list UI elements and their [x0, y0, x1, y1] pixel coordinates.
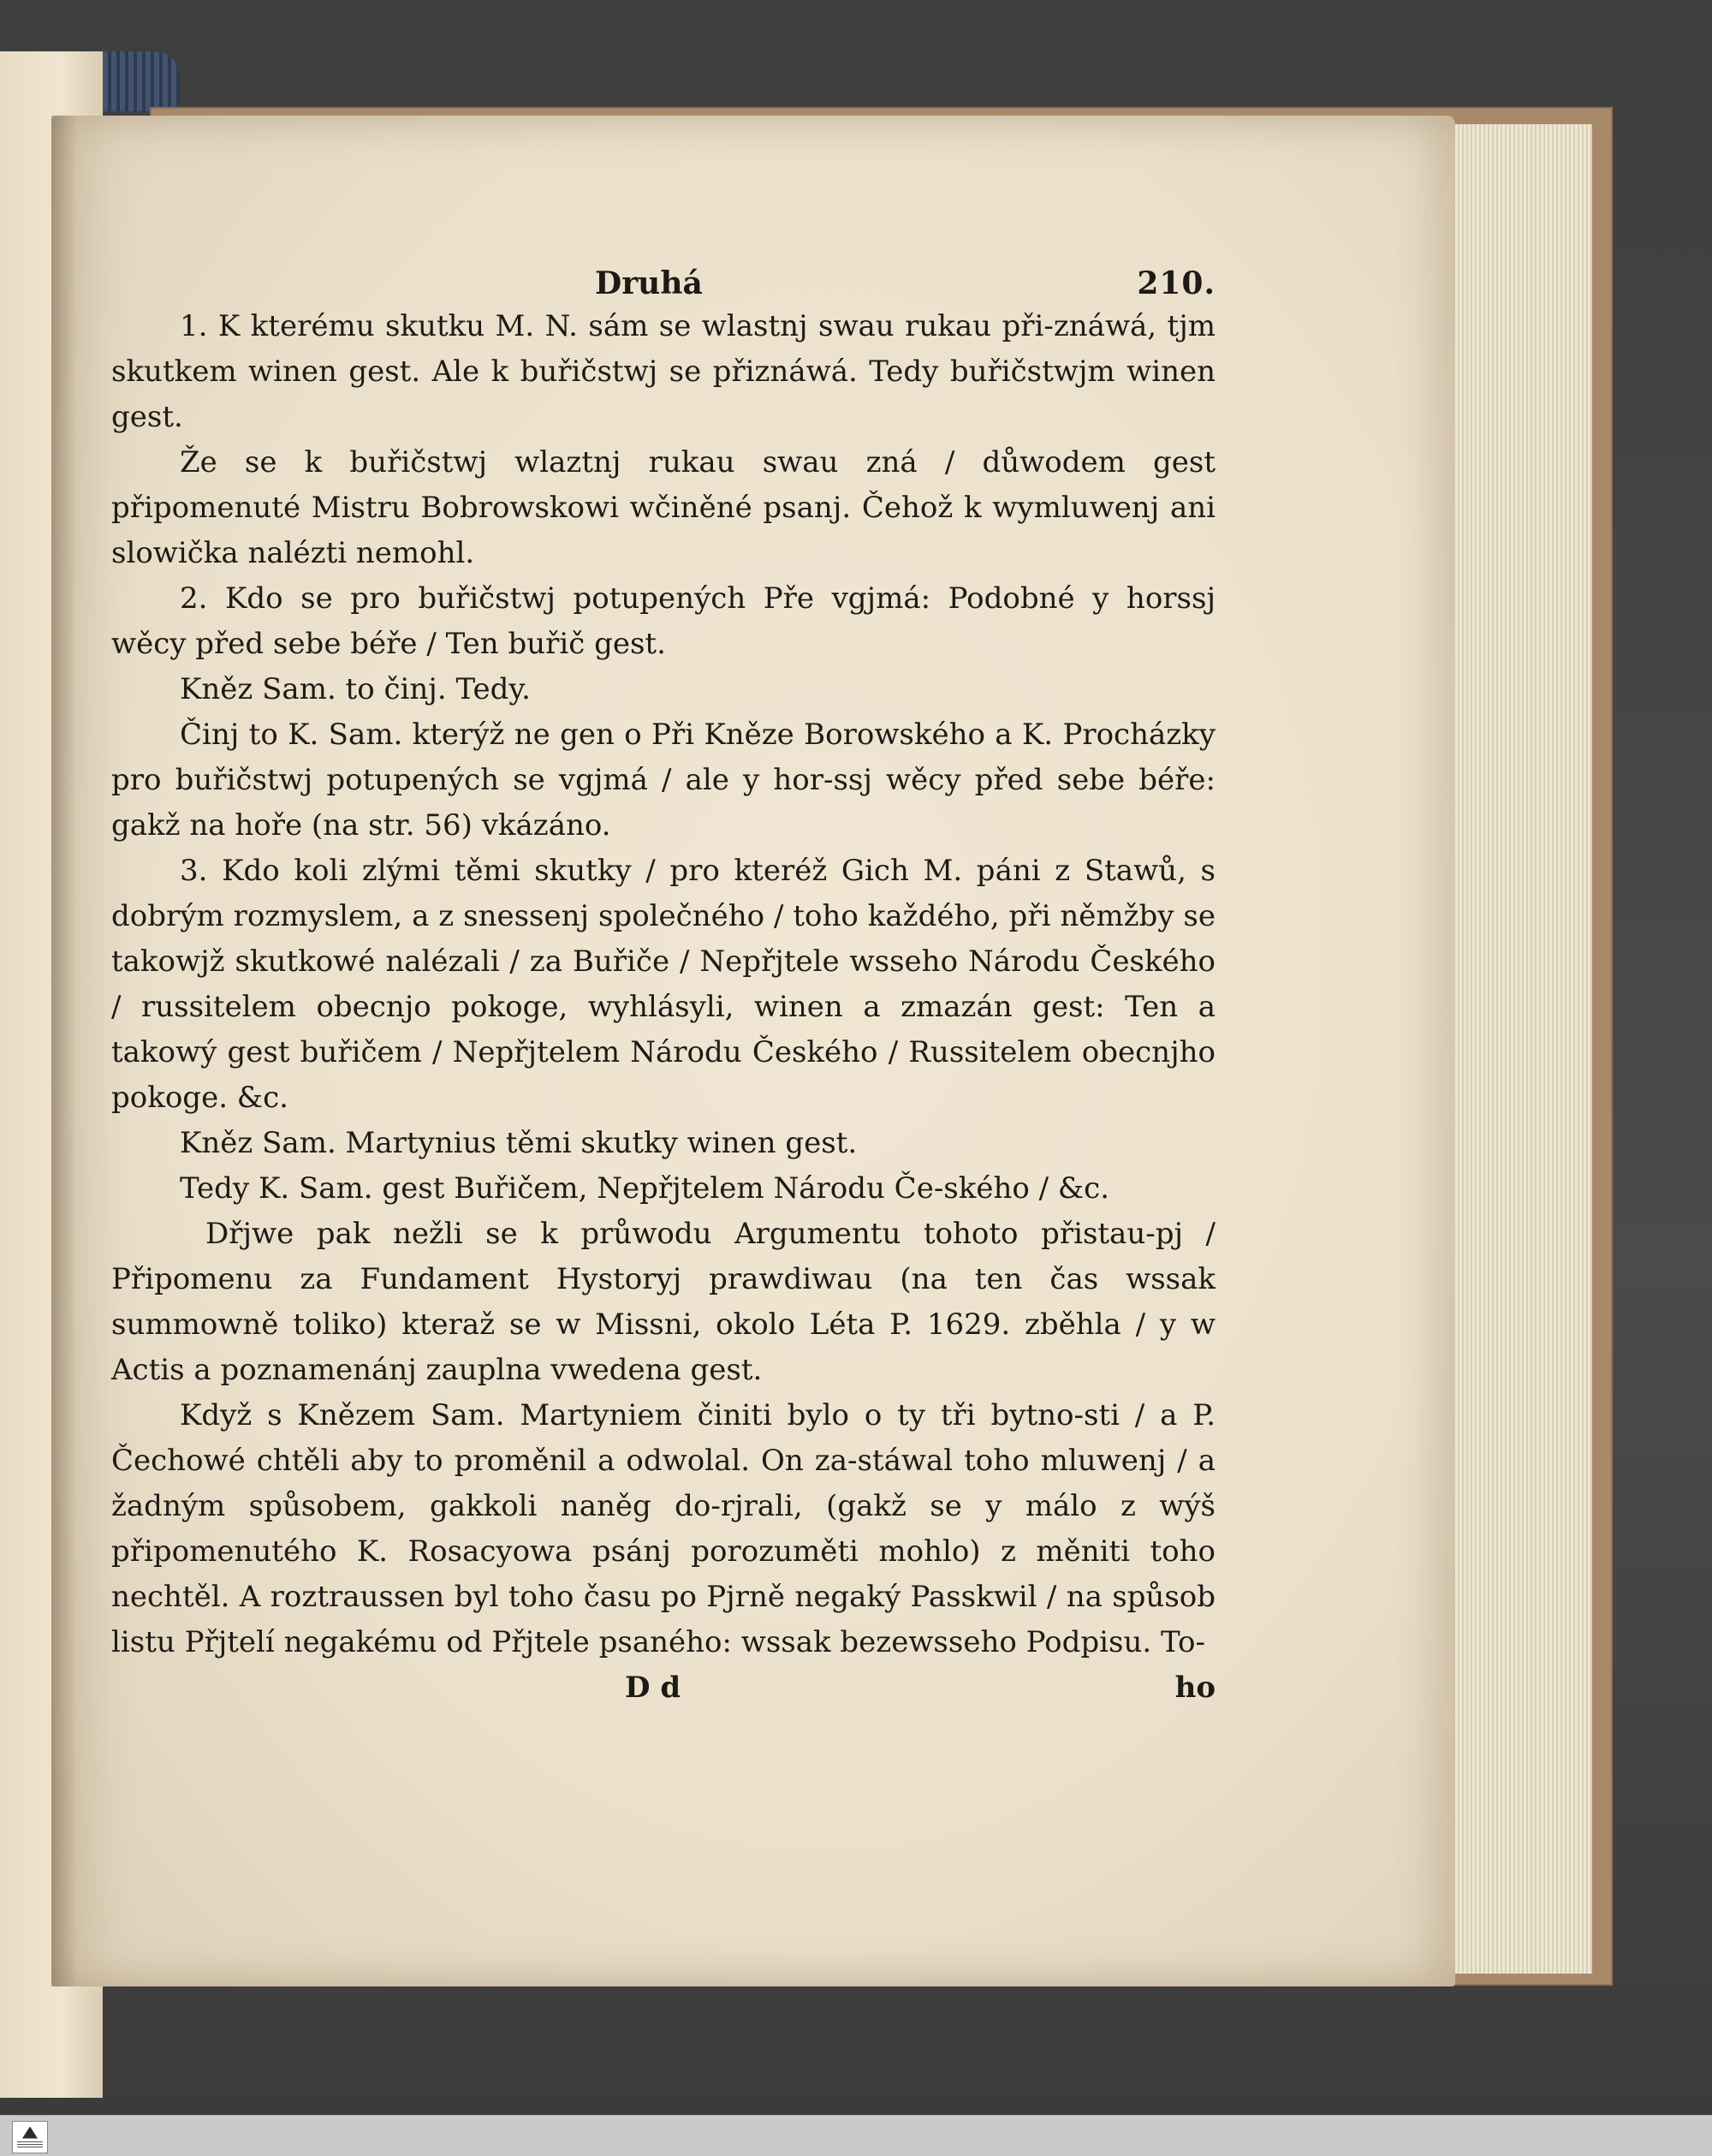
paragraph: Kněz Sam. to činj. Tedy. — [180, 672, 531, 706]
page-number: 210. — [1137, 265, 1216, 301]
paragraph: Že se k buřičstwj wlaztnj rukau swau zná / důwodem gest připomenuté Mistru Bobrowskowi wčiněné psanj. Čehož k wymluwenj ani slowička nalézti nemohl. — [111, 445, 1216, 570]
catchword: ho — [1174, 1671, 1216, 1705]
viewer-footer-bar — [0, 2115, 1712, 2156]
page-text-block — [111, 261, 1216, 1713]
page-gutter-shadow — [51, 116, 77, 1986]
running-title: Druhá — [595, 265, 703, 301]
library-logo-icon[interactable] — [12, 2121, 48, 2153]
paragraph: Kněz Sam. Martynius těmi skutky winen gest. — [180, 1126, 858, 1160]
running-header — [111, 261, 1216, 304]
paragraph: 3. Kdo koli zlými těmi skutky / pro kteréž Gich M. páni z Stawů, s dobrým rozmyslem, a z snessenj společného / toho každého, při němžby se takowjž skutkowé nalézali / za Buřiče / Nepřjtele wsseho Národu Českého / russitelem obecnjo pokoge, wyhlásyli, winen a zmazán gest: Ten a takowý gest buřičem / Nepřjtelem Národu Českého / Russitelem obecnjho pokoge. &c. — [111, 854, 1216, 1115]
paragraph: Činj to K. Sam. kterýž ne gen o Při Kněze Borowského a K. Procházky pro buřičstwj potupených se vgjmá / ale y hor-ssj wěcy před sebe béře: gakž na hoře (na str. 56) vkázáno. — [111, 718, 1216, 843]
paragraph: Dřjwe pak nežli se k průwodu Argumentu tohoto přistau-pj / Připomenu za Fundament Hystoryj prawdiwau (na ten čas wssak summowně toliko) kteraž se w Missni, okolo Léta P. 1629. zběhla / y w Actis a poznamenánj zauplna vwedena gest. — [111, 1217, 1216, 1387]
catchword-line — [111, 1665, 1216, 1713]
paragraph: Tedy K. Sam. gest Buřičem, Nepřjtelem Národu Če-ského / &c. — [180, 1171, 1110, 1206]
paragraph: 2. Kdo se pro buřičstwj potupených Pře vgjmá: Podobné y horssj wěcy před sebe béře / Ten buřič gest. — [111, 581, 1216, 661]
signature-mark: D d — [625, 1671, 681, 1705]
paragraph: Když s Knězem Sam. Martyniem činiti bylo o ty tři bytno-sti / a P. Čechowé chtěli aby to proměnil a odwolal. On za-stáwal toho mluwenj / a žadným spůsobem, gakkoli naněg do-rjrali, (gakž se y málo z wýš připomenutého K. Rosacyowa psánj porozuměti mohlo) z měniti toho nechtěl. A roztraussen byl toho času po Pjrně negaký Passkwil / na spůsob listu Přjtelí negakému od Přjtele psaného: wssak bezewsseho Podpisu. To- — [111, 1398, 1216, 1659]
paragraph: 1. K kterému skutku M. N. sám se wlastnj swau rukau při-znáwá, tjm skutkem winen gest. Ale k buřičstwj se přiznáwá. Tedy buřičstwjm winen gest. — [111, 309, 1216, 434]
